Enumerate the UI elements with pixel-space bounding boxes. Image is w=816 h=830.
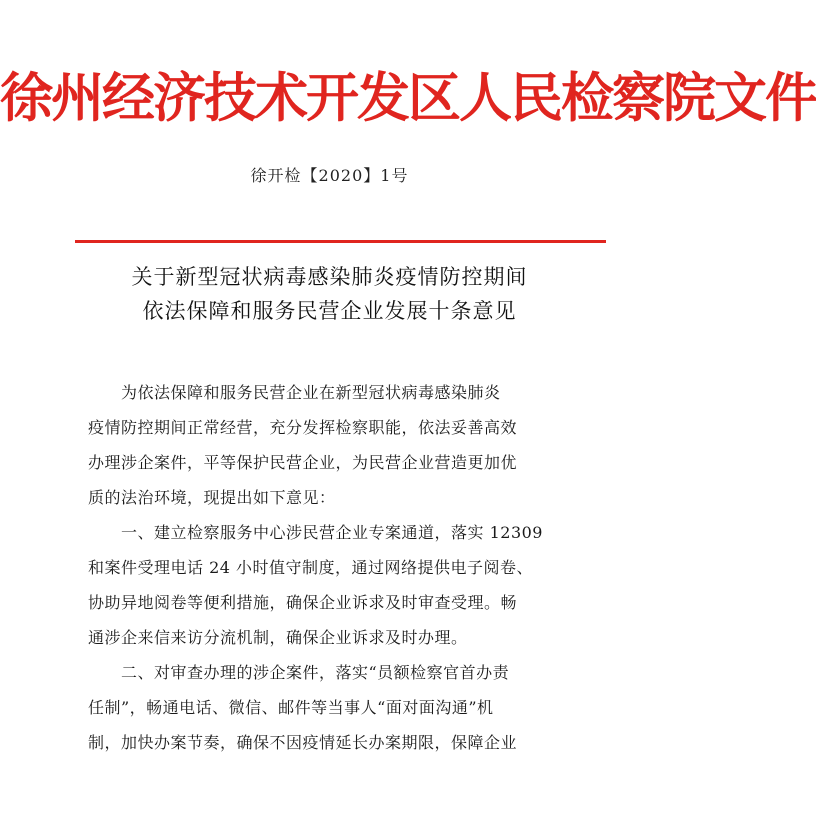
paragraph-1-line-2: 疫情防控期间正常经营，充分发挥检察职能，依法妥善高效 [88,418,518,437]
paragraph-1-line-3: 办理涉企案件，平等保护民营企业，为民营企业营造更加优 [88,453,518,472]
paragraph-1-line-4: 质的法治环境，现提出如下意见： [88,488,336,507]
paragraph-1-line-1: 为依法保障和服务民营企业在新型冠状病毒感染肺炎 [121,383,501,402]
paragraph-3-line-3: 制，加快办案节奏，确保不因疫情延长办案期限，保障企业 [88,733,518,752]
red-divider-line [75,240,606,243]
document-title [0,260,659,328]
document-number: 徐开检【2020】1号 [250,166,409,185]
paragraph-3-line-2: 任制”，畅通电话、微信、邮件等当事人“面对面沟通”机 [88,698,494,717]
paragraph-2-line-4: 通涉企来信来访分流机制，确保企业诉求及时办理。 [88,628,468,647]
paragraph-2-line-3: 协助异地阅卷等便利措施，确保企业诉求及时审查受理。畅 [88,593,518,612]
document-header-title: 徐州经济技术开发区人民检察院文件 [0,67,816,129]
paragraph-3-line-1: 二、对审查办理的涉企案件，落实“员额检察官首办责 [121,663,510,682]
paragraph-2-line-1: 一、建立检察服务中心涉民营企业专案通道，落实 12309 [121,523,543,542]
document-title-line-2: 依法保障和服务民营企业发展十条意见 [142,299,517,323]
document-body [88,375,576,760]
document-title-line-1: 关于新型冠状病毒感染肺炎疫情防控期间 [131,265,528,289]
paragraph-2-line-2: 和案件受理电话 24 小时值守制度，通过网络提供电子阅卷、 [88,558,534,577]
